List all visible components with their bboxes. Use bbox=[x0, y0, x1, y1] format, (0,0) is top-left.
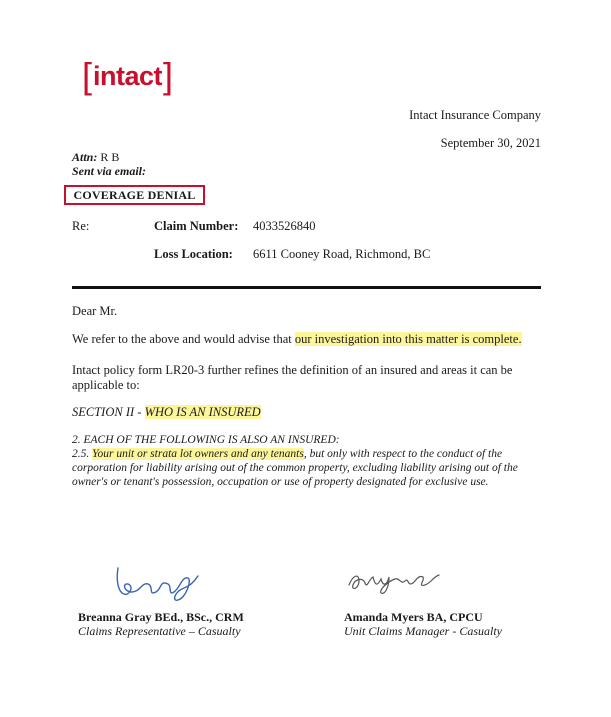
refer-paragraph bbox=[72, 332, 542, 347]
clause-heading: 2. EACH OF THE FOLLOWING IS ALSO AN INSURED: bbox=[72, 434, 340, 446]
signature-breanna-gray bbox=[112, 562, 202, 602]
policy-paragraph: Intact policy form LR20-3 further refines the definition of an insured and areas it can be applicable to: bbox=[72, 363, 513, 392]
company-name: Intact Insurance Company bbox=[409, 108, 541, 122]
attn-name: R B bbox=[100, 150, 120, 164]
section-heading bbox=[72, 405, 542, 420]
section-highlight: WHO IS AN INSURED bbox=[144, 405, 261, 419]
logo-left-bracket: [ bbox=[82, 55, 93, 96]
sent-via-label: Sent via email: bbox=[72, 164, 146, 178]
clause-body bbox=[72, 447, 542, 489]
signer-name: Amanda Myers BA, CPCU bbox=[344, 610, 483, 624]
signer-name: Breanna Gray BEd., BSc., CRM bbox=[78, 610, 244, 624]
salutation: Dear Mr. bbox=[72, 304, 118, 318]
signature-block-2 bbox=[344, 610, 502, 638]
signature-amanda-myers bbox=[345, 565, 445, 597]
refer-highlight: our investigation into this matter is complete. bbox=[294, 332, 522, 346]
logo-right-bracket: ] bbox=[163, 55, 174, 96]
claim-number-label: Claim Number: bbox=[154, 219, 239, 233]
intact-logo bbox=[82, 55, 174, 96]
clause-highlight: Your unit or strata lot owners and any tenants bbox=[92, 448, 304, 460]
re-label: Re: bbox=[72, 219, 90, 233]
divider-rule bbox=[72, 286, 541, 289]
claim-number-value: 4033526840 bbox=[253, 219, 316, 233]
loss-location-label: Loss Location: bbox=[154, 247, 233, 261]
signer-title: Unit Claims Manager - Casualty bbox=[344, 624, 502, 638]
attn-label: Attn: bbox=[72, 150, 98, 164]
clause-rest: , but only with respect to the conduct of the corporation for liability arising out of the common property, excluding liability arising out of the owner's or tenant's possession, occupation or use of property designated for exclusive use. bbox=[72, 448, 518, 488]
section-prefix: SECTION II - bbox=[72, 405, 145, 419]
clause-number: 2.5. bbox=[72, 448, 93, 460]
refer-text: We refer to the above and would advise that bbox=[72, 332, 295, 346]
letter-date: September 30, 2021 bbox=[440, 136, 541, 150]
signature-block-1 bbox=[78, 610, 244, 638]
coverage-denial-banner: COVERAGE DENIAL bbox=[64, 185, 205, 205]
signer-title: Claims Representative – Casualty bbox=[78, 624, 241, 638]
recipient-block bbox=[72, 150, 146, 178]
insured-clause bbox=[72, 433, 542, 489]
loss-location-value: 6611 Cooney Road, Richmond, BC bbox=[253, 247, 431, 261]
logo-wordmark: intact bbox=[93, 60, 163, 91]
